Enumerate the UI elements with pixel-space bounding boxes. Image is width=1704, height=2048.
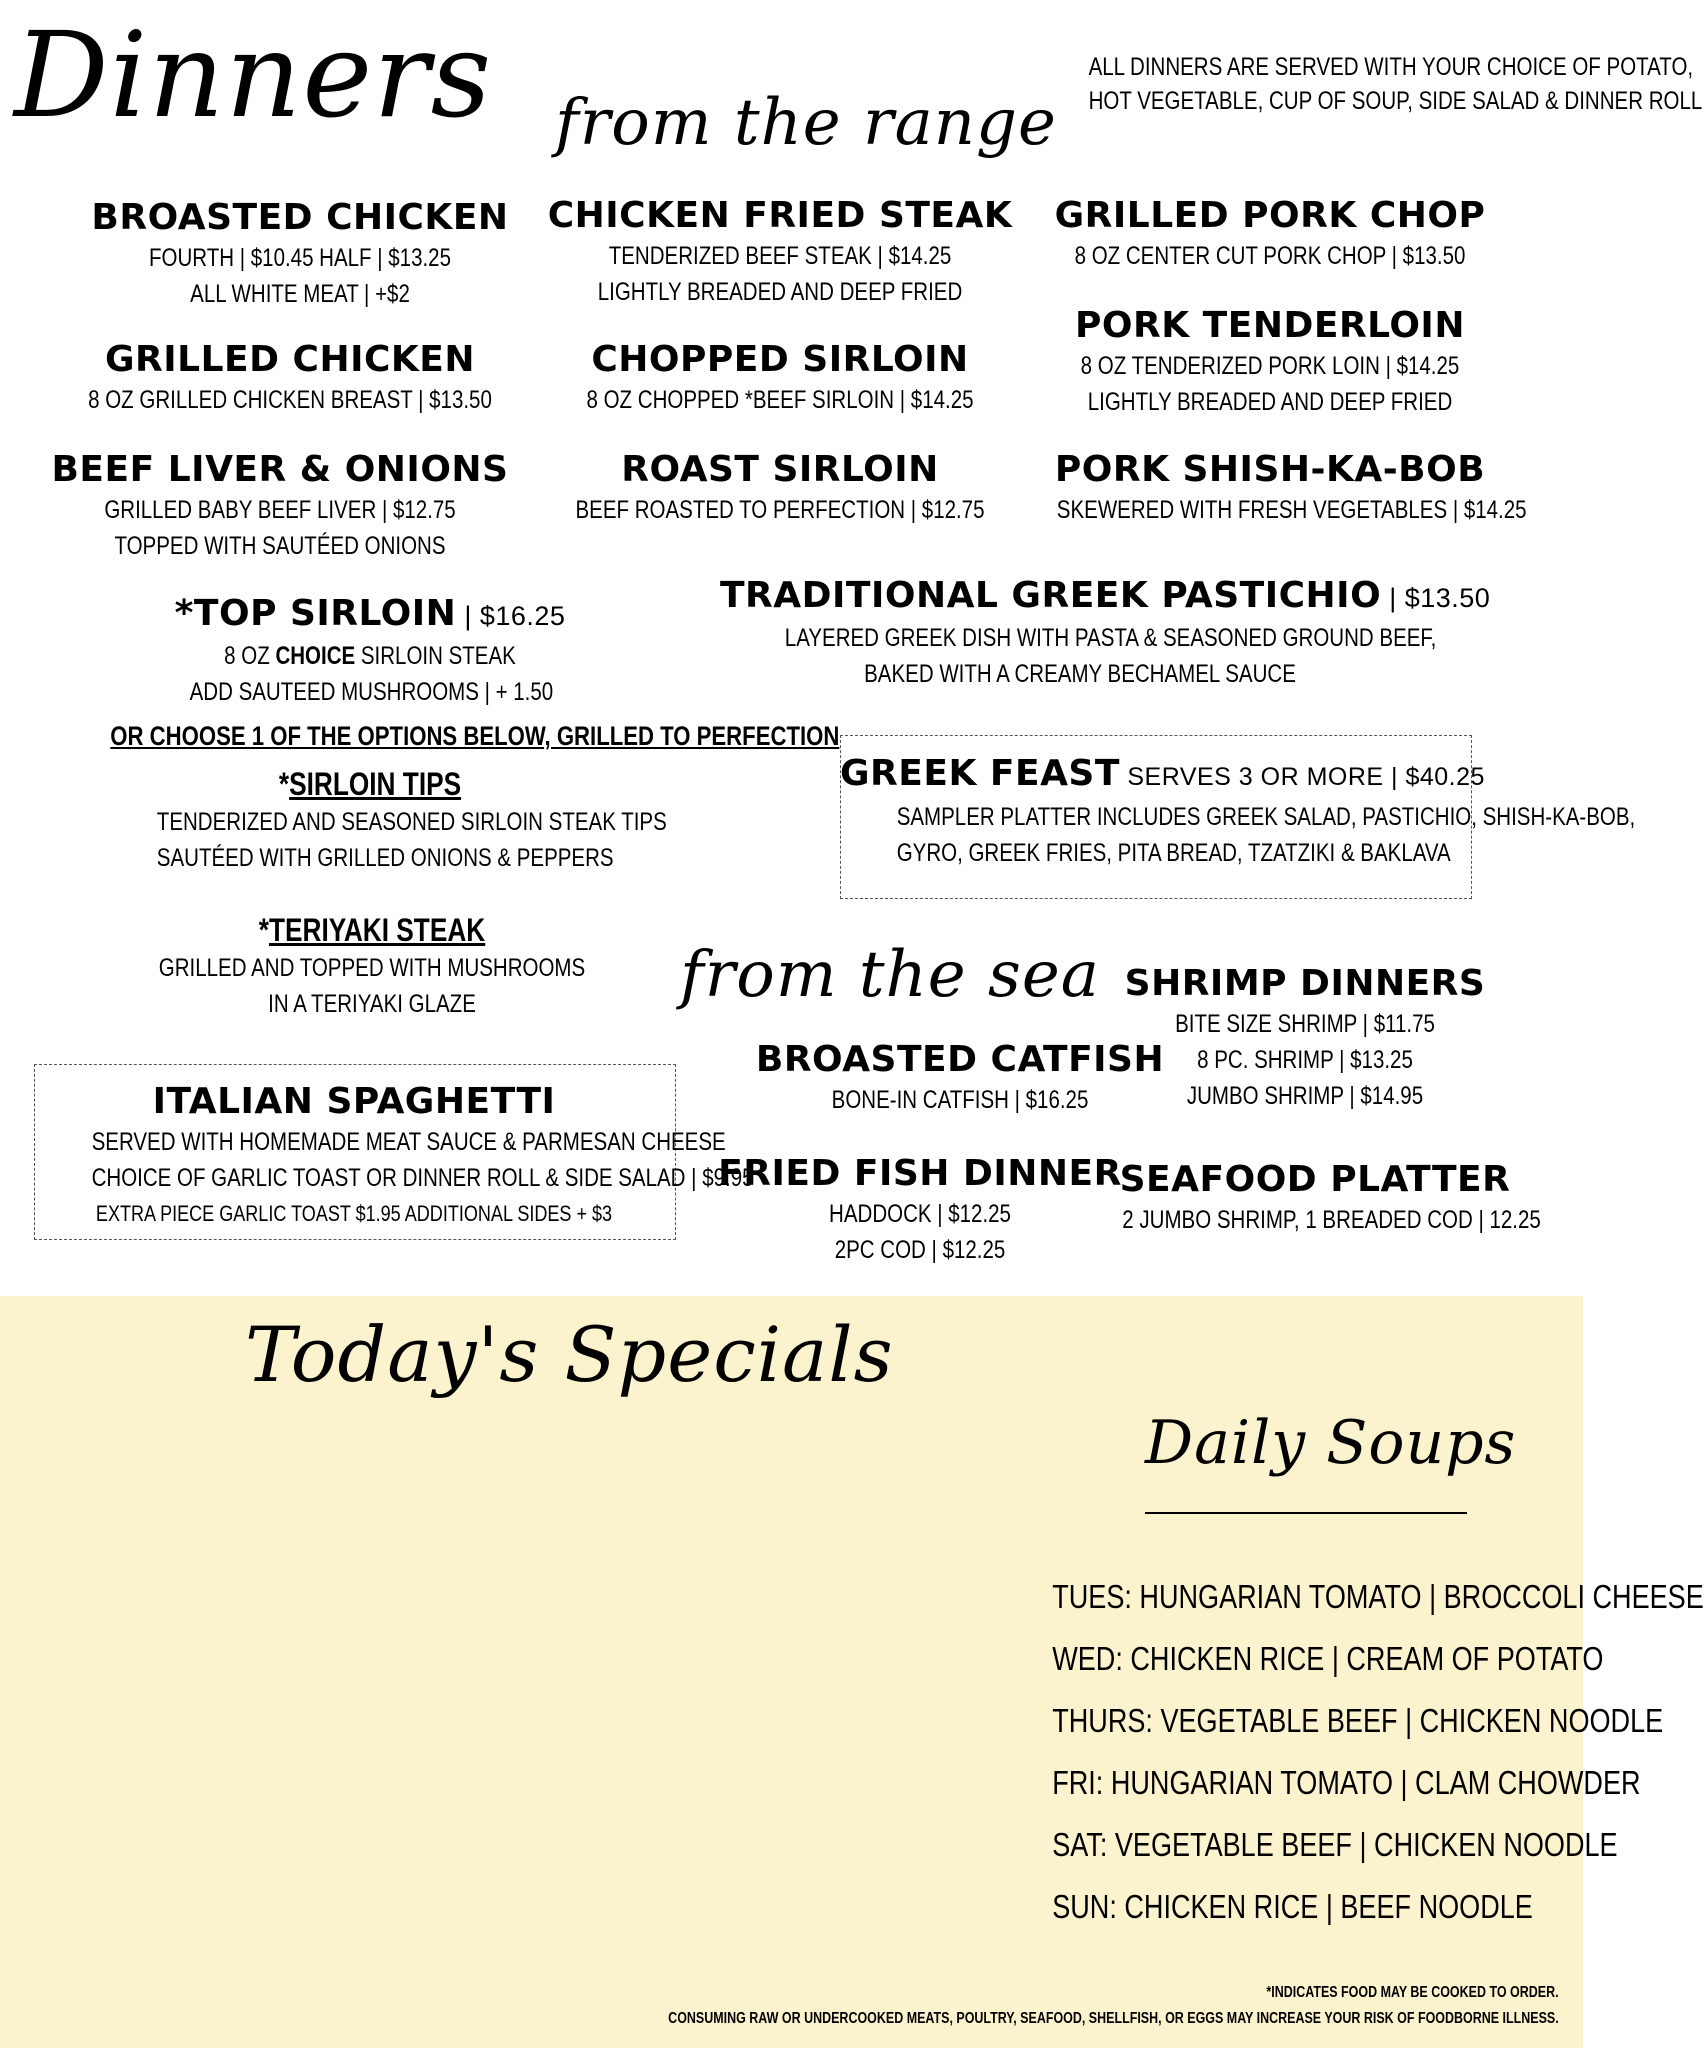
desc-part: 8 OZ <box>224 642 276 670</box>
item-desc: HADDOCK | $12.25 <box>829 1200 1011 1228</box>
item-name: CHICKEN FRIED STEAK <box>547 195 1013 236</box>
item-name <box>159 910 585 950</box>
item-desc: SKEWERED WITH FRESH VEGETABLES | $14.25 <box>1056 496 1527 524</box>
menu-item-sirloin-tips <box>110 764 667 876</box>
soup-list <box>1000 1566 1704 1938</box>
item-name: FRIED FISH DINNER <box>718 1153 1122 1194</box>
item-desc: BEEF ROASTED TO PERFECTION | $12.75 <box>575 496 985 524</box>
menu-item-roast-sirloin <box>520 448 1040 528</box>
menu-item-pork-shish-ka-bob <box>1010 448 1530 528</box>
soup-day: FRI: HUNGARIAN TOMATO | CLAM CHOWDER <box>1052 1764 1641 1801</box>
star-mark: * <box>258 912 269 948</box>
item-desc: BONE-IN CATFISH | $16.25 <box>831 1086 1089 1114</box>
item-desc: 2 JUMBO SHRIMP, 1 BREADED COD | 12.25 <box>1122 1206 1541 1234</box>
item-name-text: *TOP SIRLOIN <box>174 593 457 634</box>
soup-day: SUN: CHICKEN RICE | BEEF NOODLE <box>1052 1888 1533 1925</box>
menu-item-pork-tenderloin <box>1010 304 1530 420</box>
item-desc: ALL WHITE MEAT | +$2 <box>190 280 410 308</box>
item-name <box>720 574 1491 620</box>
item-desc: GRILLED BABY BEEF LIVER | $12.75 <box>104 496 456 524</box>
item-desc: TENDERIZED BEEF STEAK | $14.25 <box>608 242 952 270</box>
item-desc: LIGHTLY BREADED AND DEEP FRIED <box>597 278 963 306</box>
item-desc: ADD SAUTEED MUSHROOMS | + 1.50 <box>189 678 554 706</box>
item-name: BEEF LIVER & ONIONS <box>51 449 509 490</box>
item-name: PORK TENDERLOIN <box>1075 305 1465 346</box>
item-desc: SAMPLER PLATTER INCLUDES GREEK SALAD, PASTICHIO, SHISH-KA-BOB, <box>896 803 1636 831</box>
item-desc: TENDERIZED AND SEASONED SIRLOIN STEAK TIPS <box>156 808 667 836</box>
item-name: SEAFOOD PLATTER <box>1119 1159 1511 1200</box>
item-name-text: TRADITIONAL GREEK PASTICHIO <box>720 575 1382 616</box>
menu-item-chopped-sirloin <box>520 338 1040 418</box>
menu-item-teriyaki-steak <box>112 910 632 1022</box>
item-price: | $13.50 <box>1381 583 1491 613</box>
menu-item-grilled-pork-chop <box>1010 194 1530 274</box>
item-desc <box>190 638 551 674</box>
item-name-text: GREEK FEAST <box>840 753 1120 794</box>
item-desc: IN A TERIYAKI GLAZE <box>268 990 476 1018</box>
item-name: SHRIMP DINNERS <box>1124 963 1486 1004</box>
item-name: ITALIAN SPAGHETTI <box>152 1081 556 1122</box>
menu-item-chicken-fried-steak <box>520 194 1040 310</box>
footnote-foodborne-warning: CONSUMING RAW OR UNDERCOOKED MEATS, POULTRY, SEAFOOD, SHELLFISH, OR EGGS MAY INCREASE YOUR RISK OF FOODBORNE ILLNESS. <box>668 2010 1559 2027</box>
item-name: CHOPPED SIRLOIN <box>591 339 969 380</box>
item-name-text: TERIYAKI STEAK <box>268 912 486 948</box>
soup-day: THURS: VEGETABLE BEEF | CHICKEN NOODLE <box>1052 1702 1664 1739</box>
item-desc: TOPPED WITH SAUTÉED ONIONS <box>114 532 446 560</box>
menu-item-greek-pastichio <box>720 574 1491 692</box>
menu-item-shrimp-dinners <box>1070 962 1540 1114</box>
menu-title: Dinners <box>14 6 493 144</box>
daily-soups-title: Daily Soups <box>1145 1408 1517 1478</box>
daily-soups-underline <box>1145 1512 1467 1514</box>
item-desc: 8 OZ GRILLED CHICKEN BREAST | $13.50 <box>88 386 492 414</box>
footnote-cooked-to-order: *INDICATES FOOD MAY BE COOKED TO ORDER. <box>1266 1984 1559 2001</box>
menu-item-grilled-chicken <box>30 338 550 418</box>
item-name <box>150 592 590 638</box>
menu-item-seafood-platter <box>1080 1158 1550 1238</box>
item-desc: EXTRA PIECE GARLIC TOAST $1.95 ADDITIONAL SIDES + $3 <box>95 1201 613 1226</box>
menu-item-top-sirloin <box>150 592 590 710</box>
specials-title: Today's Specials <box>245 1310 894 1399</box>
item-desc: SERVED WITH HOMEMADE MEAT SAUCE & PARMESAN CHEESE <box>91 1128 726 1156</box>
item-name-text: SIRLOIN TIPS <box>289 766 462 802</box>
item-name: GRILLED CHICKEN <box>104 339 476 380</box>
note-line: ALL DINNERS ARE SERVED WITH YOUR CHOICE OF POTATO, <box>1088 53 1694 81</box>
item-name: ROAST SIRLOIN <box>621 449 939 490</box>
item-price: | $16.25 <box>456 601 566 631</box>
soup-day: TUES: HUNGARIAN TOMATO | BROCCOLI CHEESE <box>1052 1578 1704 1615</box>
menu-item-broasted-chicken <box>40 196 560 312</box>
item-desc: JUMBO SHRIMP | $14.95 <box>1186 1082 1424 1110</box>
item-desc: GRILLED AND TOPPED WITH MUSHROOMS <box>158 954 586 982</box>
item-name <box>840 752 1485 799</box>
item-desc: BITE SIZE SHRIMP | $11.75 <box>1175 1010 1435 1038</box>
desc-part: SIRLOIN STEAK <box>355 642 516 670</box>
item-desc: GYRO, GREEK FRIES, PITA BREAD, TZATZIKI & BAKLAVA <box>896 839 1451 867</box>
desc-emphasis: CHOICE <box>275 642 356 670</box>
menu-item-italian-spaghetti <box>34 1080 754 1232</box>
menu-item-greek-feast <box>840 752 1636 871</box>
star-mark: * <box>278 766 290 802</box>
item-name: PORK SHISH-KA-BOB <box>1054 449 1486 490</box>
options-heading: OR CHOOSE 1 OF THE OPTIONS BELOW, GRILLED TO PERFECTION <box>110 721 840 751</box>
item-desc: CHOICE OF GARLIC TOAST OR DINNER ROLL & SIDE SALAD | $9.95 <box>91 1164 754 1192</box>
soup-day: SAT: VEGETABLE BEEF | CHICKEN NOODLE <box>1052 1826 1618 1863</box>
item-desc: SAUTÉED WITH GRILLED ONIONS & PEPPERS <box>156 844 614 872</box>
range-section-title: from the range <box>555 86 1057 160</box>
item-desc: 8 OZ TENDERIZED PORK LOIN | $14.25 <box>1080 352 1460 380</box>
item-name: GRILLED PORK CHOP <box>1054 195 1486 236</box>
item-name: BROASTED CATFISH <box>755 1039 1165 1080</box>
sea-section-title: from the sea <box>680 938 1100 1012</box>
note-line: HOT VEGETABLE, CUP OF SOUP, SIDE SALAD & DINNER ROLL <box>1088 87 1703 115</box>
item-name: BROASTED CHICKEN <box>91 197 509 238</box>
item-desc: FOURTH | $10.45 HALF | $13.25 <box>149 244 451 272</box>
menu-item-beef-liver <box>20 448 540 564</box>
item-desc: BAKED WITH A CREAMY BECHAMEL SAUCE <box>864 660 1296 688</box>
item-serves: SERVES 3 OR MORE | $40.25 <box>1119 763 1485 791</box>
item-desc: LIGHTLY BREADED AND DEEP FRIED <box>1087 388 1453 416</box>
item-desc: 2PC COD | $12.25 <box>834 1236 1006 1264</box>
item-desc: 8 OZ CHOPPED *BEEF SIRLOIN | $14.25 <box>586 386 974 414</box>
dinner-includes-note <box>1040 50 1703 118</box>
item-desc: 8 PC. SHRIMP | $13.25 <box>1197 1046 1413 1074</box>
item-name <box>157 764 583 804</box>
soup-day: WED: CHICKEN RICE | CREAM OF POTATO <box>1052 1640 1604 1677</box>
item-desc: 8 OZ CENTER CUT PORK CHOP | $13.50 <box>1074 242 1466 270</box>
item-desc: LAYERED GREEK DISH WITH PASTA & SEASONED GROUND BEEF, <box>784 624 1437 652</box>
